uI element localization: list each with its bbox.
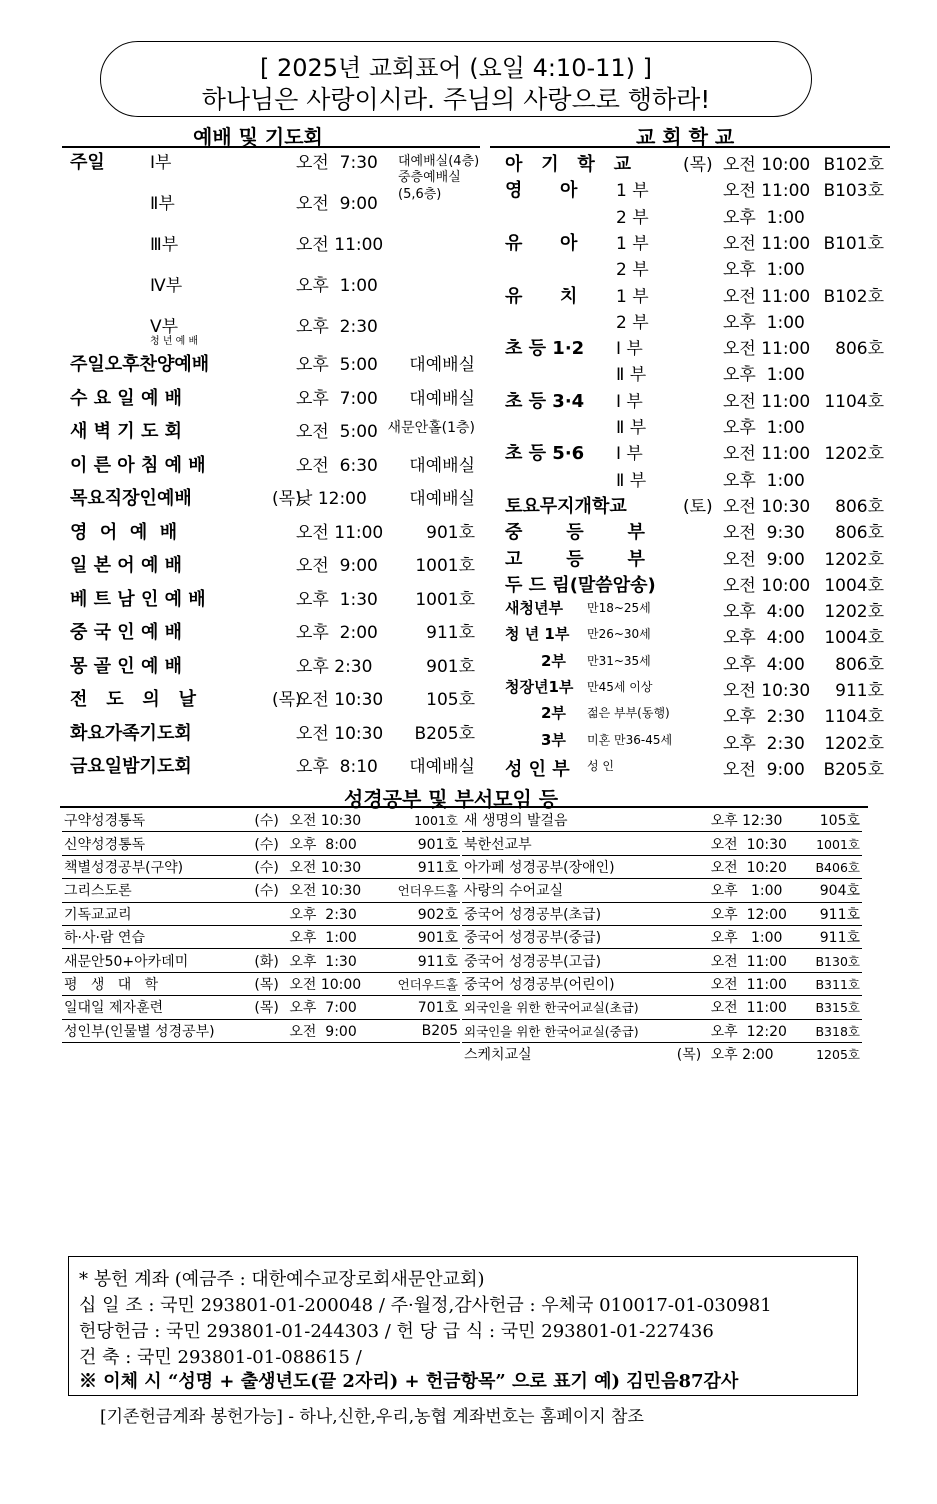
study-table-left: [62, 809, 460, 1043]
school-time: 오전 11:00: [723, 444, 811, 465]
study-time: 오전 10:00: [287, 972, 380, 995]
motto-line-2: 하나님은 사랑이시라. 주님의 사랑으로 행하라!: [201, 85, 711, 114]
study-room: 902호: [381, 902, 460, 925]
service-time: 오후 1:30: [296, 589, 378, 610]
study-time: 오전 11:00: [709, 949, 805, 972]
account-line-5: ※ 이체 시 “성명 + 출생년도(끝 2자리) + 헌금항목” 으로 표기 예) 김민음87감사: [79, 1371, 739, 1392]
service-place: 911호: [426, 623, 475, 643]
study-title-rule: [60, 806, 868, 808]
school-title: 교 회 학 교: [636, 125, 735, 149]
service-time: 오후 7:00: [296, 388, 378, 409]
study-name: 중국어 성경공부(중급): [462, 925, 675, 948]
service-place: 901호: [426, 656, 475, 677]
service-day: (목): [272, 489, 302, 509]
school-dept: 초 등 3·4: [505, 390, 585, 412]
sunday-note-3: (5,6층): [398, 187, 442, 202]
study-time: 오전 10:30: [287, 809, 380, 832]
study-room: 701호: [381, 996, 460, 1019]
school-time: 오후 2:30: [723, 707, 805, 728]
school-dept: 초 등 5·6: [505, 443, 585, 465]
study-time: 오후 7:00: [287, 996, 380, 1019]
school-time: 오전 11:00: [723, 233, 811, 254]
school-part: (목): [683, 155, 713, 175]
study-row: [62, 972, 460, 995]
study-name: 구약성경통독: [62, 809, 252, 832]
school-room: 1104호: [824, 707, 884, 728]
study-name: 중국어 성경공부(초급): [462, 902, 675, 925]
service-name: 새 벽 기 도 회: [70, 421, 183, 442]
school-dept: 3부: [541, 730, 566, 749]
study-day: [675, 832, 709, 855]
school-part: 만45세 이상: [587, 680, 653, 694]
school-time: 오전 10:00: [723, 155, 811, 175]
school-part: (토): [683, 496, 713, 517]
school-room: 1004호: [824, 628, 884, 649]
study-time: 오전 10:30: [709, 832, 805, 855]
school-part: 미혼 만36-45세: [587, 732, 673, 747]
service-time: 오전 5:00: [296, 422, 378, 442]
school-part: 1 부: [616, 286, 649, 307]
school-dept: 청 년 1부: [505, 625, 570, 644]
service-place: 1001호: [415, 589, 475, 610]
school-room: 1104호: [824, 391, 884, 412]
service-place: 대예배실: [409, 489, 475, 509]
school-time: 오전 11:00: [723, 339, 811, 360]
study-name: 신약성경통독: [62, 832, 252, 855]
school-dept: 새청년부: [505, 599, 563, 618]
study-day: [675, 972, 709, 995]
youth-note: 청 년 예 배: [150, 336, 199, 347]
school-room: 1202호: [824, 733, 884, 754]
study-time: 오후 12:20: [709, 1019, 805, 1042]
study-day: [675, 902, 709, 925]
study-time: 오전 10:30: [287, 879, 380, 902]
study-name: 새문안50+아카데미: [62, 949, 252, 972]
school-time: 오후 1:00: [723, 260, 805, 281]
school-room: B102호: [823, 286, 884, 307]
study-row: [62, 832, 460, 855]
study-room: 911호: [804, 902, 862, 925]
study-row: [62, 902, 460, 925]
service-time: 오전 6:30: [296, 455, 378, 476]
account-line-4: 건 축 : 국민 293801-01-088615 /: [79, 1347, 362, 1368]
account-line-2: 십 일 조 : 국민 293801-01-200048 / 주·월정,감사헌금 : 우체국 010017-01-030981: [79, 1295, 772, 1316]
study-name: 아가페 성경공부(장애인): [462, 855, 675, 878]
school-dept: 영 아: [505, 180, 578, 202]
study-day: (목): [252, 972, 287, 995]
study-name: 새 생명의 발걸음: [462, 809, 675, 832]
service-name: 주일오후찬양예배: [70, 354, 210, 375]
study-day: [675, 809, 709, 832]
study-time: 오후 1:30: [287, 949, 380, 972]
study-day: (수): [252, 879, 287, 902]
study-row: [462, 1042, 862, 1065]
school-time: 오후 4:00: [723, 654, 805, 675]
sunday-part: Ⅳ부: [150, 276, 183, 296]
study-row: [462, 925, 862, 948]
school-part: Ⅱ 부: [616, 470, 647, 491]
school-dept: 토요무지개학교: [505, 495, 627, 517]
study-row: [462, 972, 862, 995]
study-time: 오전 10:20: [709, 855, 805, 878]
school-dept: 2부: [541, 651, 566, 670]
sunday-part: Ⅱ부: [150, 194, 175, 214]
study-row: [62, 925, 460, 948]
service-place: B205호: [414, 723, 475, 744]
study-day: [675, 855, 709, 878]
study-day: [675, 925, 709, 948]
sunday-time: 오후 2:30: [296, 317, 378, 337]
service-time: 낮 12:00: [296, 489, 367, 509]
study-day: [252, 925, 287, 948]
study-room: B406호: [804, 855, 862, 878]
service-name: 베 트 남 인 예 배: [70, 588, 206, 610]
study-day: [675, 879, 709, 902]
school-part: 만26~30세: [587, 627, 651, 642]
study-room: B315호: [804, 996, 862, 1019]
school-time: 오후 2:30: [723, 733, 805, 754]
study-day: (수): [252, 809, 287, 832]
study-row: [462, 809, 862, 832]
service-time: 오전 11:00: [296, 522, 384, 543]
sunday-part: Ⅲ부: [150, 235, 179, 255]
study-day: (목): [676, 1047, 702, 1064]
study-room: 언더우드홀: [381, 972, 460, 995]
study-room: 언더우드홀: [381, 879, 460, 902]
study-time: 오후 8:00: [287, 832, 380, 855]
school-room: 1004호: [824, 575, 884, 596]
service-place: 대예배실: [409, 355, 475, 375]
school-part: Ⅰ 부: [616, 444, 643, 465]
school-time: 오후 1:00: [723, 207, 805, 228]
study-time: 오후 1:00: [709, 925, 805, 948]
study-day: [675, 996, 709, 1019]
school-part: Ⅰ 부: [616, 339, 643, 360]
sunday-time: 오전 9:00: [296, 194, 378, 214]
study-name: 평 생 대 학: [62, 972, 252, 995]
service-name: 이 른 아 침 예 배: [70, 454, 206, 476]
sunday-time: 오후 1:00: [296, 276, 378, 296]
service-place: 105호: [426, 690, 475, 710]
school-time: 오전 10:30: [723, 496, 811, 517]
school-time: 오후 4:00: [723, 628, 805, 649]
school-time: 오후 4:00: [723, 602, 805, 623]
study-name: 북한선교부: [462, 832, 675, 855]
study-time: 오후 2:00: [710, 1047, 774, 1064]
service-place: 대예배실: [409, 455, 475, 476]
study-time: 오후 1:00: [709, 879, 805, 902]
study-name: 중국어 성경공부(어린이): [462, 972, 675, 995]
sunday-time: 오전 11:00: [296, 235, 384, 255]
service-place: 새문안홀(1층): [387, 420, 475, 436]
study-row: [462, 879, 862, 902]
service-name: 화요가족기도회: [70, 722, 192, 744]
service-time: 오전 10:30: [296, 690, 384, 710]
study-name: 일대일 제자훈련: [62, 996, 252, 1019]
study-name: 기독교교리: [62, 902, 252, 925]
study-room: B205: [381, 1019, 460, 1042]
school-time: 오전 9:00: [723, 759, 805, 780]
school-part: 성 인: [587, 758, 614, 773]
school-dept: 청장년1부: [505, 678, 574, 696]
worship-title: 예배 및 기도회: [193, 125, 323, 149]
study-room: 911호: [381, 855, 460, 878]
offering-account-box: [68, 1256, 858, 1396]
service-name: 일 본 어 예 배: [70, 555, 183, 576]
school-time: 오후 1:00: [723, 470, 805, 491]
sunday-note-2: 중층예배실: [398, 170, 461, 185]
footer-note: [기존헌금계좌 봉헌가능] - 하나,신한,우리,농협 계좌번호는 홈페이지 참조: [100, 1407, 644, 1427]
sunday-part: Ⅴ부: [150, 317, 179, 337]
school-time: 오전 10:00: [723, 575, 811, 596]
study-room: 901호: [381, 925, 460, 948]
study-day: (화): [252, 949, 287, 972]
study-name: 성인부(인물별 성경공부): [62, 1019, 252, 1042]
school-room: 806호: [835, 496, 884, 517]
study-name: 책별성경공부(구약): [62, 855, 252, 878]
school-time: 오후 1:00: [723, 312, 805, 333]
account-line-1: * 봉헌 계좌 (예금주 : 대한예수교장로회새문안교회): [79, 1269, 485, 1290]
service-place: 대예배실: [409, 757, 475, 777]
study-row: [62, 879, 460, 902]
school-dept: 아 기 학 교: [505, 154, 631, 175]
service-name: 금요일밤기도회: [70, 756, 192, 777]
study-title: 성경공부 및 부서모임 등: [344, 787, 559, 811]
study-room: B311호: [804, 972, 862, 995]
study-name: 중국어 성경공부(고급): [462, 949, 675, 972]
school-room: B101호: [823, 233, 884, 254]
service-day: (목): [272, 690, 302, 710]
study-day: (목): [252, 996, 287, 1019]
study-row: [462, 902, 862, 925]
study-time: 오전 10:30: [287, 855, 380, 878]
service-time: 오후 5:00: [296, 355, 378, 375]
school-time: 오전 11:00: [723, 181, 811, 202]
school-time: 오전 11:00: [723, 286, 811, 307]
study-room: 904호: [804, 879, 862, 902]
school-part: 만18~25세: [587, 601, 651, 616]
study-room: 1001호: [381, 809, 460, 832]
school-room: 1202호: [824, 549, 884, 570]
school-room: 1202호: [824, 602, 884, 623]
school-room: 806호: [835, 523, 884, 544]
study-day: [252, 1019, 287, 1042]
study-time: 오전 9:00: [287, 1019, 380, 1042]
school-room: 911호: [835, 681, 884, 701]
study-table-right: [462, 809, 862, 1065]
study-row: [462, 949, 862, 972]
school-dept: 유 아: [505, 232, 578, 254]
school-part: 만31~35세: [587, 653, 651, 668]
study-time: 오전 11:00: [709, 972, 805, 995]
study-name: 외국인을 위한 한국어교실(중급): [462, 1019, 675, 1042]
school-part: Ⅱ 부: [616, 418, 647, 438]
study-day: (수): [252, 832, 287, 855]
motto-box: [100, 41, 812, 117]
study-row: [62, 1019, 460, 1042]
study-row: [62, 949, 460, 972]
service-time: 오전 9:00: [296, 556, 378, 576]
school-room: 1202호: [824, 444, 884, 465]
study-row: [62, 996, 460, 1019]
school-room: 806호: [835, 339, 884, 360]
sunday-label: 주일: [70, 152, 105, 173]
study-time: 오전 11:00: [709, 996, 805, 1019]
study-room: 901호: [381, 832, 460, 855]
school-room: B102호: [823, 155, 884, 175]
sunday-note-1: 대예배실(4층): [398, 154, 480, 169]
school-part: 2 부: [616, 207, 649, 228]
study-name: 외국인을 위한 한국어교실(초급): [462, 996, 675, 1019]
study-day: [252, 902, 287, 925]
school-dept: 성 인 부: [505, 758, 570, 780]
service-name: 영 어 예 배: [70, 521, 178, 543]
school-part: 2 부: [616, 260, 649, 281]
motto-line-1: [ 2025년 교회표어 (요일 4:10-11) ]: [259, 54, 653, 82]
service-time: 오전 10:30: [296, 723, 384, 744]
school-part: 1 부: [616, 181, 649, 202]
school-time: 오전 9:00: [723, 549, 805, 570]
service-name: 몽 골 인 예 배: [70, 655, 183, 677]
study-name: 사랑의 수어교실: [462, 879, 675, 902]
school-dept: 2부: [541, 704, 566, 723]
study-row: [462, 996, 862, 1019]
school-room: 806호: [835, 654, 884, 675]
school-part: 2 부: [616, 312, 649, 333]
school-dept: 중 등 부: [505, 522, 645, 544]
study-time: 오후 2:30: [287, 902, 380, 925]
study-row: [462, 855, 862, 878]
service-time: 오후 8:10: [296, 757, 378, 777]
school-dept: 고 등 부: [505, 548, 645, 570]
service-place: 901호: [426, 522, 475, 543]
school-part: 젊은 부부(동행): [587, 706, 670, 721]
study-name: 하·사·람 연습: [62, 925, 252, 948]
school-part: 1 부: [616, 233, 649, 254]
school-dept: 두 드 림(말씀암송): [505, 574, 656, 596]
study-row: [462, 1019, 862, 1042]
service-name: 목요직장인예배: [70, 488, 192, 509]
worship-title-rule: [62, 146, 480, 148]
study-day: [675, 949, 709, 972]
school-room: B103호: [823, 181, 884, 202]
school-time: 오후 1:00: [723, 418, 805, 438]
study-row: [462, 832, 862, 855]
sunday-part: Ⅰ부: [150, 153, 172, 173]
study-day: (수): [252, 855, 287, 878]
study-name: 그리스도론: [62, 879, 252, 902]
study-name: 스케치교실: [464, 1047, 532, 1064]
study-row: [62, 809, 460, 832]
school-part: Ⅰ 부: [616, 391, 643, 412]
study-time: 오후 12:30: [709, 809, 805, 832]
account-line-3: 헌당헌금 : 국민 293801-01-244303 / 헌 당 급 식 : 국민 293801-01-227436: [79, 1321, 714, 1342]
service-time: 오후 2:00: [296, 623, 378, 643]
school-room: B205호: [823, 759, 884, 780]
study-room: 105호: [804, 809, 862, 832]
school-title-rule: [490, 146, 890, 148]
study-room: B318호: [804, 1019, 862, 1042]
study-room: 1205호: [816, 1047, 860, 1063]
service-name: 전 도 의 날: [70, 689, 196, 710]
study-time: 오후 1:00: [287, 925, 380, 948]
service-name: 중 국 인 예 배: [70, 622, 183, 643]
study-row: [62, 855, 460, 878]
study-room: B130호: [804, 949, 862, 972]
sunday-time: 오전 7:30: [296, 153, 378, 173]
school-time: 오전 11:00: [723, 391, 811, 412]
school-time: 오전 9:30: [723, 523, 805, 544]
study-room: 911호: [804, 925, 862, 948]
study-room: 1001호: [804, 832, 862, 855]
school-dept: 초 등 1·2: [505, 338, 585, 360]
service-name: 수 요 일 예 배: [70, 387, 183, 409]
study-day: [675, 1019, 709, 1042]
school-part: Ⅱ 부: [616, 365, 647, 386]
school-dept: 유 치: [505, 285, 578, 307]
service-time: 오후 2:30: [296, 656, 373, 677]
study-time: 오후 12:00: [709, 902, 805, 925]
study-room: 911호: [381, 949, 460, 972]
service-place: 대예배실: [409, 388, 475, 409]
school-time: 오전 10:30: [723, 681, 811, 701]
school-time: 오후 1:00: [723, 365, 805, 386]
service-place: 1001호: [415, 556, 475, 576]
